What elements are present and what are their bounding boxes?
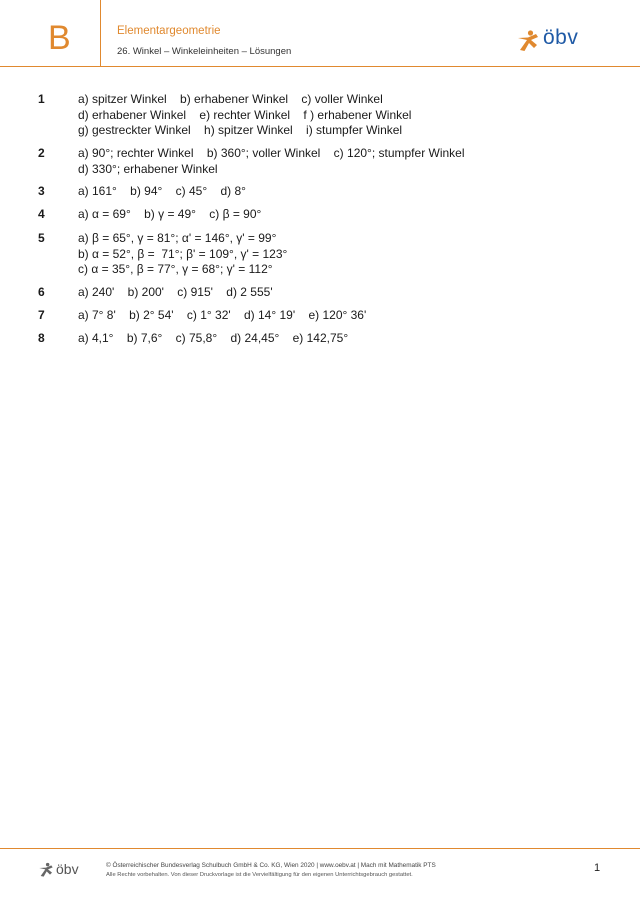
solution-line: d) erhabener Winkel e) rechter Winkel f ) erhabener Winkel	[78, 107, 412, 122]
solution-line: a) 7° 8' b) 2° 54' c) 1° 32' d) 14° 19' e) 120° 36'	[78, 308, 367, 322]
header-divider	[100, 0, 101, 66]
brand-name: öbv	[543, 26, 579, 49]
exercise-number: 4	[38, 207, 45, 221]
exercise-number: 3	[38, 184, 45, 198]
header-rule	[0, 66, 640, 67]
exercise-number: 8	[38, 331, 45, 345]
solution-line: a) 240' b) 200' c) 915' d) 2 555'	[78, 285, 273, 299]
exercise-number: 7	[38, 308, 45, 322]
star-figure-icon	[38, 862, 54, 878]
solution-line: g) gestreckter Winkel h) spitzer Winkel i) stumpfer Winkel	[78, 123, 403, 137]
footer-rule	[0, 848, 640, 849]
chapter-title: Elementargeometrie	[117, 25, 221, 37]
solution-line: a) 4,1° b) 7,6° c) 75,8° d) 24,45° e) 142,75°	[78, 331, 349, 345]
solution-line: c) α = 35°, β = 77°, γ = 68°; γ' = 112°	[78, 262, 273, 276]
page-header	[0, 0, 640, 68]
solution-line: a) β = 65°, γ = 81°; α' = 146°, γ' = 99°	[78, 231, 277, 245]
copyright-notice: © Österreichischer Bundesverlag Schulbuch GmbH & Co. KG, Wien 2020 | www.oebv.at | Mach mit Mathematik PTS	[106, 862, 436, 869]
solution-line: a) spitzer Winkel b) erhabener Winkel c) voller Winkel	[78, 92, 383, 106]
solution-line: a) 90°; rechter Winkel b) 360°; voller Winkel c) 120°; stumpfer Winkel	[78, 146, 465, 160]
section-letter: B	[48, 19, 71, 57]
exercise-number: 2	[38, 146, 45, 160]
exercise-number: 5	[38, 231, 45, 245]
solution-line: d) 330°; erhabener Winkel	[78, 161, 218, 176]
footer-brand-name: öbv	[56, 861, 79, 877]
page-number: 1	[594, 862, 601, 874]
solution-line: a) α = 69° b) γ = 49° c) β = 90°	[78, 207, 262, 221]
section-subtitle: 26. Winkel – Winkeleinheiten – Lösungen	[117, 46, 292, 57]
exercise-number: 6	[38, 285, 45, 299]
solution-line: a) 161° b) 94° c) 45° d) 8°	[78, 184, 246, 198]
exercise-number: 1	[38, 92, 45, 106]
rights-notice: Alle Rechte vorbehalten. Von dieser Druckvorlage ist die Vervielfältigung für den eigenen Unterrichtsgebrauch gestattet.	[106, 872, 413, 878]
solution-line: b) α = 52°, β = 71°; β' = 109°, γ' = 123°	[78, 246, 288, 261]
star-figure-icon	[516, 29, 540, 53]
